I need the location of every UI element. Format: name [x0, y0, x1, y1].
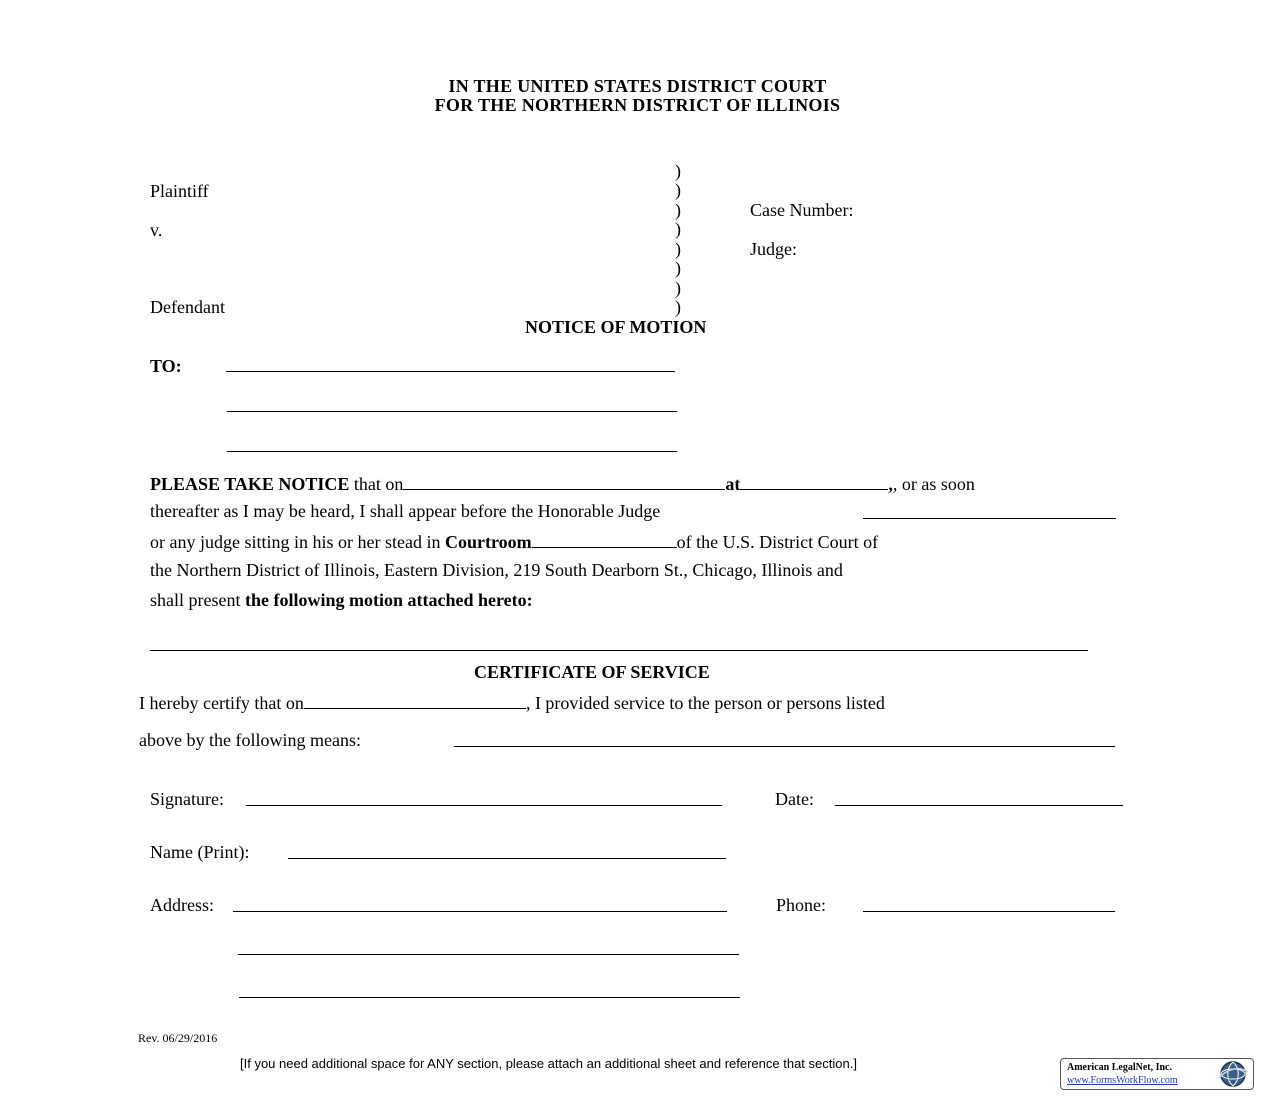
plaintiff-label: Plaintiff [150, 181, 209, 201]
phone-field[interactable] [863, 911, 1115, 912]
any-judge-text: or any judge sitting in his or her stead in [150, 532, 445, 552]
notice-line-5 [150, 590, 533, 611]
to-label: TO: [150, 356, 182, 376]
caption-paren: ) [675, 297, 681, 317]
service-means-blank[interactable] [454, 746, 1115, 747]
logo-company-name: American LegalNet, Inc. [1067, 1062, 1172, 1073]
motion-attached-text: the following motion attached hereto: [244, 590, 533, 610]
or-as-soon-text: , or as soon [892, 474, 975, 494]
to-line-2[interactable] [227, 411, 677, 412]
phone-label: Phone: [776, 895, 827, 915]
revision-date: Rev. 06/29/2016 [138, 1031, 218, 1045]
caption-paren: ) [675, 200, 681, 220]
provided-service-text: , I provided service to the person or persons listed [525, 693, 885, 713]
courtroom-text: Courtroom [444, 532, 532, 552]
thereafter-text: thereafter as I may be heard, I shall appear before the Honorable Judge [150, 501, 661, 521]
notice-line-2 [150, 501, 660, 522]
please-take-notice: PLEASE TAKE NOTICE [150, 474, 350, 494]
versus-label: v. [150, 220, 163, 240]
caption-paren: ) [675, 180, 681, 200]
name-label: Name (Print): [150, 842, 250, 862]
hearing-date-blank[interactable] [403, 472, 725, 490]
district-court-text: of the U.S. District Court of [676, 532, 879, 552]
globe-icon [1216, 1060, 1250, 1088]
caption-paren: ) [675, 161, 681, 181]
address-field-3[interactable] [239, 997, 740, 998]
caption-paren: ) [675, 219, 681, 239]
address-label: Address: [150, 895, 214, 915]
address-text: the Northern District of Illinois, Eastern Division, 219 South Dearborn St., Chicago, Illinois and [150, 560, 843, 580]
address-field-2[interactable] [238, 954, 739, 955]
service-date-blank[interactable] [304, 691, 526, 709]
certify-on-text: I hereby certify that on [139, 693, 304, 713]
american-legalnet-logo[interactable] [1060, 1058, 1254, 1090]
that-on-text: that on [349, 474, 404, 494]
caption-paren: ) [675, 258, 681, 278]
shall-present-text: shall present [150, 590, 245, 610]
certify-line-1 [139, 691, 885, 713]
date-label: Date: [775, 789, 814, 809]
courtroom-blank[interactable] [532, 530, 677, 548]
caption-paren: ) [675, 278, 681, 298]
to-line-1[interactable] [226, 371, 675, 372]
certify-line-2 [139, 730, 361, 750]
hearing-time-blank[interactable] [740, 472, 888, 490]
notice-line-4 [150, 560, 843, 581]
following-means-text: above by the following means: [139, 730, 361, 750]
additional-space-note: [If you need additional space for ANY section, please attach an additional sheet and reference that section.] [240, 1056, 857, 1071]
notice-line-1: PLEASE TAKE NOTICE that on at ,, or as soon [150, 474, 975, 494]
judge-name-blank[interactable] [863, 518, 1116, 519]
signature-field[interactable] [246, 805, 722, 806]
notice-title: NOTICE OF MOTION [525, 317, 707, 337]
notice-line-3 [150, 530, 878, 553]
court-district: FOR THE NORTHERN DISTRICT OF ILLINOIS [434, 95, 841, 115]
name-field[interactable] [288, 858, 726, 859]
signature-label: Signature: [150, 789, 224, 809]
judge-label: Judge: [750, 239, 797, 259]
court-name: IN THE UNITED STATES DISTRICT COURT [448, 76, 827, 96]
logo-url[interactable]: www.FormsWorkFlow.com [1067, 1075, 1178, 1086]
to-line-3[interactable] [227, 451, 677, 452]
at-text: at [725, 474, 741, 494]
defendant-label: Defendant [150, 297, 225, 317]
motion-description-line[interactable] [150, 650, 1088, 651]
caption-paren: ) [675, 239, 681, 259]
case-number-label: Case Number: [750, 200, 854, 220]
certificate-title: CERTIFICATE OF SERVICE [474, 662, 710, 682]
address-field-1[interactable] [233, 911, 727, 912]
date-field[interactable] [835, 805, 1123, 806]
